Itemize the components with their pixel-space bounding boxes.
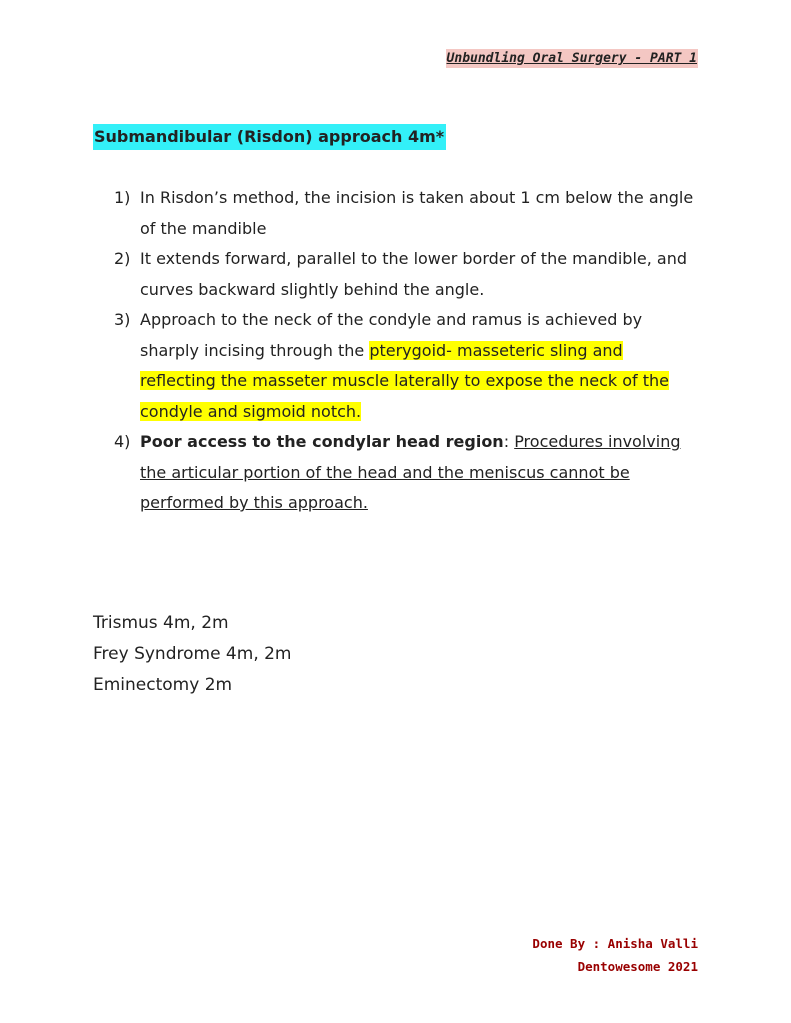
topics-list bbox=[93, 608, 292, 701]
list-item-number: 4) bbox=[114, 432, 131, 451]
footer-author: Done By : Anisha Valli bbox=[532, 936, 698, 951]
list-item-text bbox=[140, 427, 699, 519]
list-item-text bbox=[140, 305, 699, 427]
list-item-plain-text: Approach to the neck of the condyle and ramus is achieved by sharply incising through the bbox=[140, 310, 643, 360]
topic-item: Frey Syndrome 4m, 2m bbox=[93, 644, 292, 664]
list-item bbox=[114, 244, 699, 305]
list-item-text: In Risdon’s method, the incision is taken about 1 cm below the angle of the mandible bbox=[140, 188, 694, 238]
list-item-text: It extends forward, parallel to the lower border of the mandible, and curves backward slightly behind the angle. bbox=[140, 249, 687, 299]
list-item bbox=[114, 427, 699, 519]
document-header-title: Unbundling Oral Surgery - PART 1 bbox=[446, 51, 697, 66]
separator-text: : bbox=[503, 432, 515, 451]
list-item bbox=[114, 305, 699, 427]
section-heading: Submandibular (Risdon) approach 4m* bbox=[93, 124, 446, 150]
bold-text: Poor access to the condylar head region bbox=[140, 432, 504, 451]
footer-credits bbox=[532, 932, 698, 978]
topic-item: Trismus 4m, 2m bbox=[93, 613, 229, 633]
topic-item: Eminectomy 2m bbox=[93, 675, 233, 695]
footer-org: Dentowesome 2021 bbox=[577, 959, 698, 974]
underlined-text: Procedures involving the articular portion of the head and the meniscus cannot be performed by this approach. bbox=[140, 432, 681, 512]
list-item bbox=[114, 183, 699, 244]
list-item-number: 2) bbox=[114, 249, 131, 268]
approach-steps-list bbox=[114, 183, 699, 519]
list-item-number: 1) bbox=[114, 188, 131, 207]
list-item-number: 3) bbox=[114, 310, 131, 329]
highlighted-text: pterygoid- masseteric sling and reflecting the masseter muscle laterally to expose the neck of the condyle and sigmoid notch. bbox=[140, 340, 669, 421]
